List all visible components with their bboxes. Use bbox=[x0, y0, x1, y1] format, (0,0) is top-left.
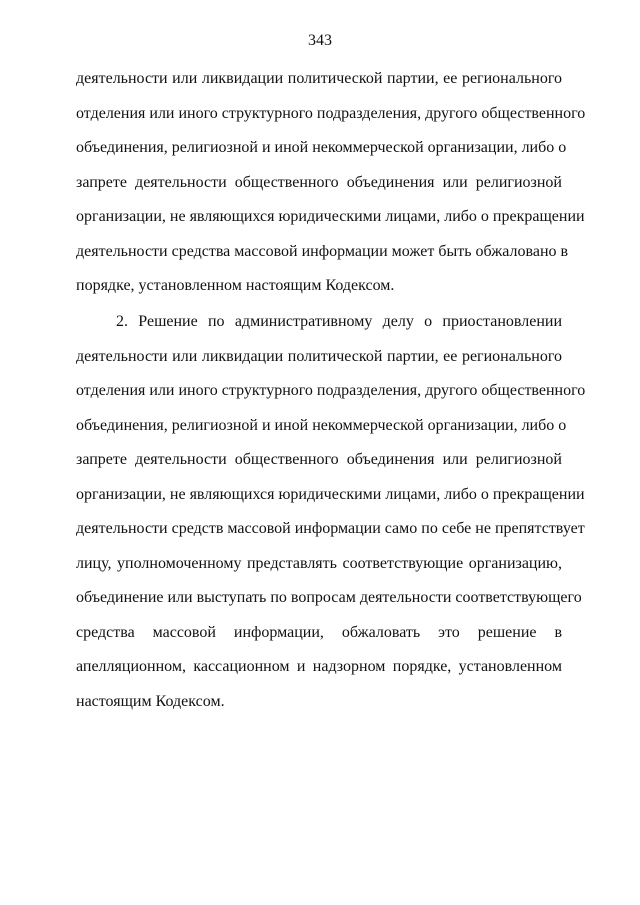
text-line: апелляционном, кассационном и надзорном порядке, установленном bbox=[76, 658, 562, 675]
paragraph-item-2 bbox=[76, 305, 586, 719]
text-line: деятельности или ликвидации политической партии, ее регионального bbox=[76, 347, 562, 365]
paragraph-continuation bbox=[76, 62, 586, 304]
text-line: лицу, уполномоченному представлять соответствующие организацию, bbox=[76, 554, 562, 572]
text-line: настоящим Кодексом. bbox=[76, 692, 225, 710]
text-line: запрете деятельности общественного объединения или религиозной bbox=[76, 173, 562, 191]
text-line: порядке, установленном настоящим Кодексом. bbox=[76, 277, 395, 294]
text-line: объединения, религиозной и иной некоммерческой организации, либо о bbox=[76, 139, 567, 156]
text-line: объединение или выступать по вопросам деятельности соответствующего bbox=[76, 589, 582, 606]
text-line: отделения или иного структурного подразделения, другого общественного bbox=[76, 382, 586, 399]
text-line: деятельности или ликвидации политической партии, ее регионального bbox=[76, 70, 562, 87]
text-line: организации, не являющихся юридическими лицами, либо о прекращении bbox=[76, 208, 585, 225]
text-line: отделения или иного структурного подразделения, другого общественного bbox=[76, 104, 586, 122]
text-line: деятельности средств массовой информации само по себе не препятствует bbox=[76, 520, 585, 537]
page-number: 343 bbox=[308, 32, 332, 49]
text-line: организации, не являющихся юридическими лицами, либо о прекращении bbox=[76, 485, 585, 503]
text-line: запрете деятельности общественного объединения или религиозной bbox=[76, 451, 562, 468]
text-line: деятельности средства массовой информации может быть обжаловано в bbox=[76, 242, 569, 260]
text-line: средства массовой информации, обжаловать это решение в bbox=[76, 623, 562, 641]
text-line: 2. Решение по административному делу о приостановлении bbox=[116, 313, 562, 330]
text-line: объединения, религиозной и иной некоммерческой организации, либо о bbox=[76, 416, 567, 434]
